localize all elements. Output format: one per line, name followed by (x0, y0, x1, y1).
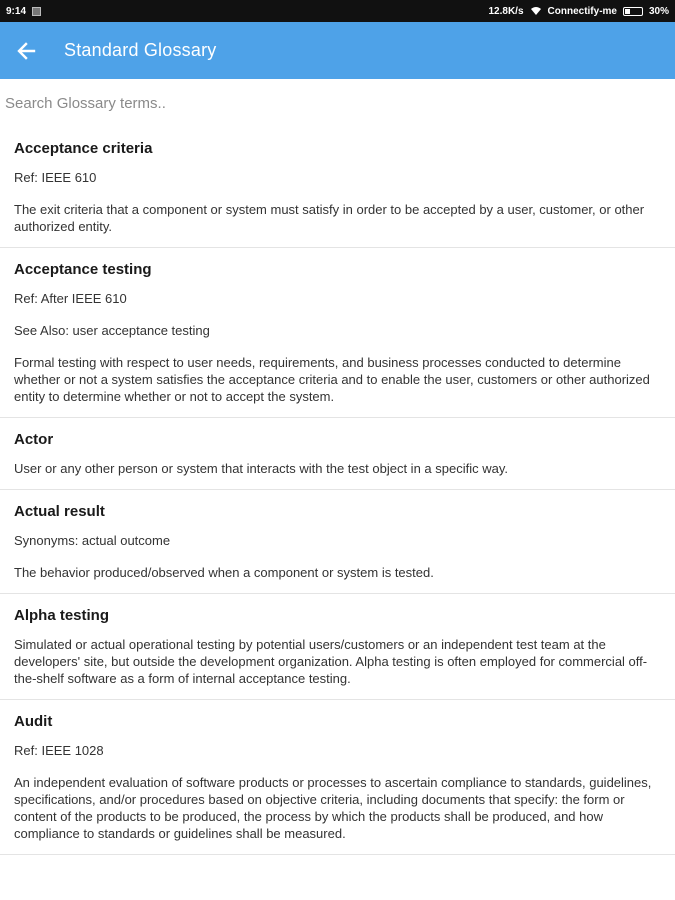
search-bar (0, 79, 675, 127)
entry-ref: Ref: IEEE 610 (14, 170, 97, 185)
entry-term: Acceptance testing (14, 261, 152, 278)
entry-term: Acceptance criteria (14, 140, 153, 157)
glossary-entry[interactable] (0, 418, 675, 490)
app-bar (0, 22, 675, 79)
glossary-entry[interactable] (0, 490, 675, 594)
entry-term: Audit (14, 713, 53, 730)
glossary-list (0, 127, 675, 855)
search-input[interactable] (5, 95, 670, 112)
status-time: 9:14 (6, 5, 27, 17)
entry-ref: Ref: After IEEE 610 (14, 291, 127, 306)
entry-definition: Formal testing with respect to user needs, requirements, and business processes conducted to determine whether or not a system satisfies the acceptance criteria and to enable the user, customers or other authorized entity to determine whether or not to accept the system. (14, 355, 650, 404)
entry-term: Actual result (14, 503, 105, 520)
entry-term: Alpha testing (14, 607, 110, 624)
arrow-left-icon (16, 41, 36, 61)
page-title: Standard Glossary (64, 40, 217, 60)
battery-fill (625, 9, 630, 14)
entry-term: Actor (14, 431, 54, 448)
status-bar (0, 0, 675, 22)
glossary-entry[interactable] (0, 127, 675, 248)
back-button[interactable] (0, 22, 52, 79)
wifi-name: Connectify-me (547, 5, 617, 17)
network-speed: 12.8K/s (488, 5, 524, 17)
entry-definition: The exit criteria that a component or system must satisfy in order to be accepted by a user, customer, or other authorized entity. (14, 202, 645, 234)
entry-definition: User or any other person or system that interacts with the test object in a specific way. (14, 461, 508, 476)
wifi-icon (530, 6, 542, 16)
glossary-entry[interactable] (0, 594, 675, 700)
glossary-entry[interactable] (0, 248, 675, 418)
battery-percent: 30% (648, 5, 669, 17)
glossary-entry[interactable] (0, 700, 675, 855)
entry-definition: Simulated or actual operational testing by potential users/customers or an independent test team at the developers' site, but outside the development organization. Alpha testing is often employed for commercial off- the-shelf software as a form of internal acceptance testing. (14, 637, 648, 686)
entry-see-also: See Also: user acceptance testing (14, 323, 210, 338)
notification-icon (32, 7, 41, 16)
battery-icon (623, 7, 643, 16)
entry-ref: Ref: IEEE 1028 (14, 743, 104, 758)
entry-synonyms: Synonyms: actual outcome (14, 533, 171, 548)
entry-definition: An independent evaluation of software products or processes to ascertain compliance to standards, guidelines, specifications, and/or procedures based on objective criteria, including documents that specify: the form or content of the products to be produced, the process by which the products shall be produced, and how compliance to standards or guidelines shall be measured. (14, 775, 652, 841)
entry-definition: The behavior produced/observed when a component or system is tested. (14, 565, 434, 580)
